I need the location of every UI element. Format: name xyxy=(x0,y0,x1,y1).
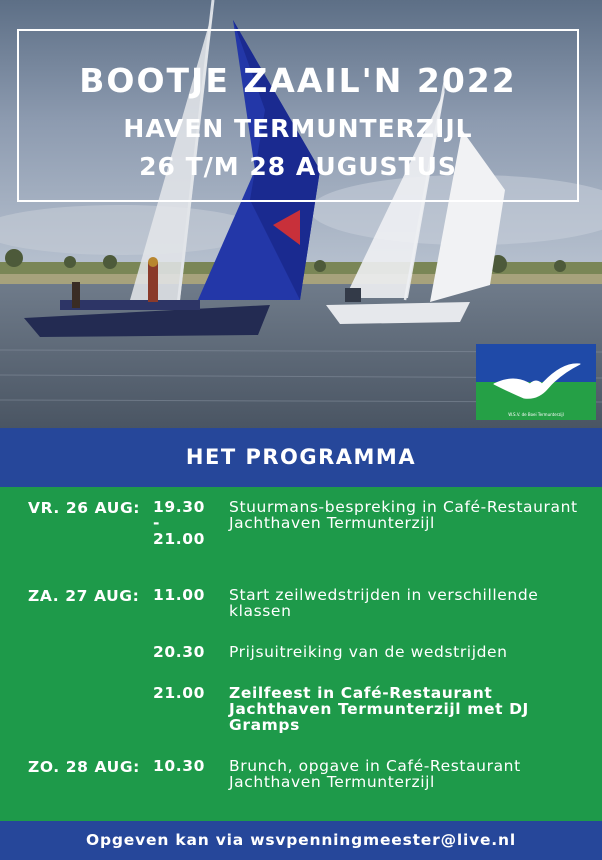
programme-heading: HET PROGRAMMA xyxy=(0,428,602,487)
schedule-description: Start zeilwedstrijden in verschillende klassen xyxy=(229,586,539,620)
schedule-description: Prijsuitreiking van de wedstrijden xyxy=(229,643,508,661)
flag-caption: W.S.V. de Boei Termunterzijl xyxy=(508,412,564,417)
schedule-description: Brunch, opgave in Café-Restaurant Jachthaven Termunterzijl xyxy=(229,757,521,791)
schedule-time: 20.30 xyxy=(153,643,206,661)
title-box xyxy=(17,29,579,202)
schedule-description: Stuurmans-bespreking in Café-Restaurant Jachthaven Termunterzijl xyxy=(229,498,578,532)
programme-schedule xyxy=(0,487,602,821)
club-flag-logo xyxy=(476,344,596,420)
schedule-time: 19.30 - 21.00 xyxy=(153,498,206,548)
schedule-day: VR. 26 AUG: xyxy=(28,499,141,517)
signup-footer: Opgeven kan via wsvpenningmeester@live.nl xyxy=(0,821,602,860)
schedule-time: 10.30 xyxy=(153,757,206,775)
schedule-time: 21.00 xyxy=(153,684,206,702)
schedule-day: ZO. 28 AUG: xyxy=(28,758,140,776)
schedule-description: Zeilfeest in Café-Restaurant Jachthaven Termunterzijl met DJ Gramps xyxy=(229,684,529,734)
event-location: HAVEN TERMUNTERZIJL xyxy=(123,114,473,143)
schedule-time: 11.00 xyxy=(153,586,206,604)
schedule-day: ZA. 27 AUG: xyxy=(28,587,140,605)
event-title: BOOTJE ZAAIL'N 2022 xyxy=(79,61,517,100)
hero-photo xyxy=(0,0,602,428)
event-dates: 26 T/M 28 AUGUSTUS xyxy=(139,152,457,181)
